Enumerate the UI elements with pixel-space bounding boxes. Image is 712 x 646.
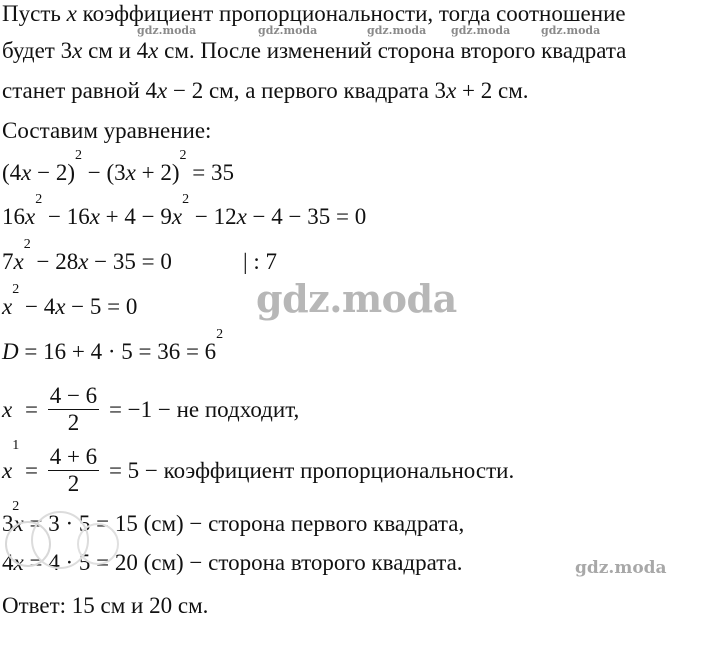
- equation-3: $7x^2 - 28x - 35 = 0$: [2, 237, 172, 274]
- division-note: | : 7: [243, 249, 277, 274]
- equation-discriminant: $D = 16 + 4 \cdot 5 = 36 = 6^2$: [2, 327, 224, 364]
- fraction: $\frac{4 - 6}{2}$: [49, 383, 98, 436]
- text-line-4: Составим уравнение:: [2, 118, 212, 143]
- text-line-1: Пусть x коэффициент пропорциональности, тогда соотношение: [2, 1, 626, 26]
- watermark-big: gdz.moda: [256, 276, 457, 321]
- equation-1: $(4x - 2)^2 - (3x + 2)^2 = 35$: [2, 148, 235, 185]
- watermark-small: gdz.moda: [367, 24, 427, 37]
- watermark-small: gdz.moda: [137, 24, 197, 37]
- equation-root-1: $x_1$ = $\frac{4 - 6}{2}$ = −1 − не подходит,: [2, 383, 300, 453]
- equation-root-2: $x_2$ = $\frac{4 + 6}{2}$ = 5 − коэффициент пропорциональности.: [2, 444, 515, 514]
- stamp-watermark-icon: [0, 500, 130, 580]
- fraction: $\frac{4 + 6}{2}$: [49, 444, 98, 497]
- watermark-bottom: gdz.moda: [575, 558, 667, 578]
- text-line-2: будет 3x см и 4x см. После изменений сторона второго квадрата: [2, 38, 627, 63]
- watermark-small: gdz.moda: [258, 24, 318, 37]
- watermark-small: gdz.moda: [451, 24, 511, 37]
- equation-2: $16x^2 - 16x + 4 - 9x^2 - 12x - 4 - 35 = 0$: [2, 192, 367, 229]
- result-line-1: 3x = 3 · 5 = 15 (см) − сторона первого квадрата,: [2, 511, 465, 536]
- watermark-small: gdz.moda: [541, 24, 601, 37]
- answer-line: Ответ: 15 см и 20 см.: [2, 593, 209, 618]
- result-line-2: 4x = 4 · 5 = 20 (см) − сторона второго квадрата.: [2, 550, 463, 575]
- text-line-3: станет равной 4x − 2 см, а первого квадрата 3x + 2 см.: [2, 78, 529, 103]
- equation-4: $x^2 - 4x - 5 = 0$: [2, 282, 138, 319]
